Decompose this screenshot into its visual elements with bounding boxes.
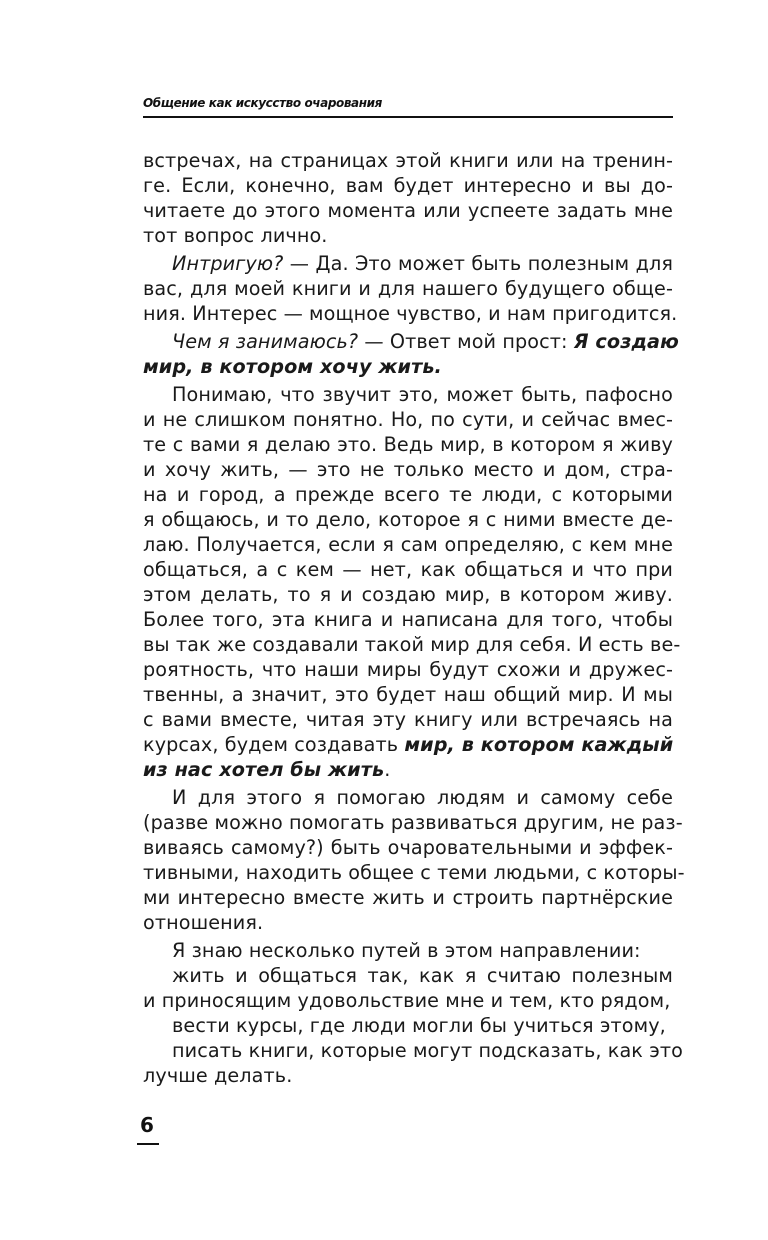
text-line: вести курсы, где люди могли бы учиться этому, [172, 1014, 666, 1037]
text-line: ния. Интерес — мощное чувство, и нам пригодится. [143, 302, 678, 325]
text-line: жить и общаться так, как я считаю полезным [172, 964, 673, 987]
running-head-title: Общение как искусство очарования [143, 96, 382, 110]
text-line: ге. Если, конечно, вам будет интересно и вы до- [143, 174, 673, 197]
text-line: и приносящим удовольствие мне и тем, кто рядом, [143, 989, 671, 1012]
text-line: Более того, эта книга и написана для того, чтобы [143, 608, 673, 631]
text-line: И для этого я помогаю людям и самому себе [172, 786, 673, 809]
text-line: виваясь самому?) быть очаровательными и эффек- [143, 836, 673, 859]
text-line: твенны, а значит, это будет наш общий мир. И мы [143, 683, 673, 706]
text-line: роятность, что наши миры будут схожи и дружес- [143, 658, 673, 681]
running-head [143, 88, 673, 118]
text-line: писать книги, которые могут подсказать, как это [172, 1039, 683, 1062]
text-line: встречах, на страницах этой книги или на тренин- [143, 149, 673, 172]
text-line: те с вами я делаю это. Ведь мир, в котором я живу [143, 433, 673, 456]
page-number: 6 [140, 1113, 154, 1137]
text-line: тивными, находить общее с теми людьми, с которы- [143, 861, 685, 884]
text-line: Понимаю, что звучит это, может быть, пафосно [172, 383, 673, 406]
text-line: из нас хотел бы жить. [143, 758, 391, 781]
bold-italic-phrase: мир, в котором хочу жить. [143, 355, 442, 378]
text-line: на и город, а прежде всего те люди, с которыми [143, 483, 673, 506]
text-line: вы так же создавали такой мир для себя. И есть ве- [143, 633, 681, 656]
text-line: (разве можно помогать развиваться другим, не раз- [143, 811, 683, 834]
text-line: отношения. [143, 911, 264, 934]
folio-rule [137, 1143, 159, 1145]
italic-phrase: Интригую? [172, 252, 284, 275]
text-line [143, 354, 673, 379]
text-line: я общаюсь, и то дело, которое я с ними вместе де- [143, 508, 673, 531]
text-line: курсах, будем создавать мир, в котором каждый [143, 733, 674, 756]
bold-italic-phrase: из нас хотел бы жить [143, 758, 385, 781]
text-line: с вами вместе, читая эту книгу или встречаясь на [143, 708, 673, 731]
text-line: общаться, а с кем — нет, как общаться и что при [143, 558, 673, 581]
text-line: Интригую? — Да. Это может быть полезным для [172, 252, 673, 275]
text-line: лаю. Получается, если я сам определяю, с кем мне [143, 533, 673, 556]
text-line: ми интересно вместе жить и строить партнёрские [143, 886, 673, 909]
text-line: и хочу жить, — это не только место и дом, стра- [143, 458, 673, 481]
text-line: и не слишком понятно. Но, по сути, и сейчас вмес- [143, 408, 673, 431]
text-line: этом делать, то я и создаю мир, в котором живу. [143, 583, 673, 606]
text-line: тот вопрос лично. [143, 224, 328, 247]
bold-italic-phrase: Я создаю [573, 330, 679, 353]
body-text [143, 148, 685, 1088]
text-line: читаете до этого момента или успеете задать мне [143, 199, 673, 222]
italic-phrase: Чем я занимаюсь? [172, 330, 359, 353]
text-line: Чем я занимаюсь? — Ответ мой прост: Я создаю [172, 330, 679, 353]
bold-italic-phrase: мир, в котором каждый [404, 733, 674, 756]
text-line: лучше делать. [143, 1064, 293, 1087]
text-line: Я знаю несколько путей в этом направлении: [172, 939, 641, 962]
text-line: вас, для моей книги и для нашего будущего обще- [143, 277, 673, 300]
